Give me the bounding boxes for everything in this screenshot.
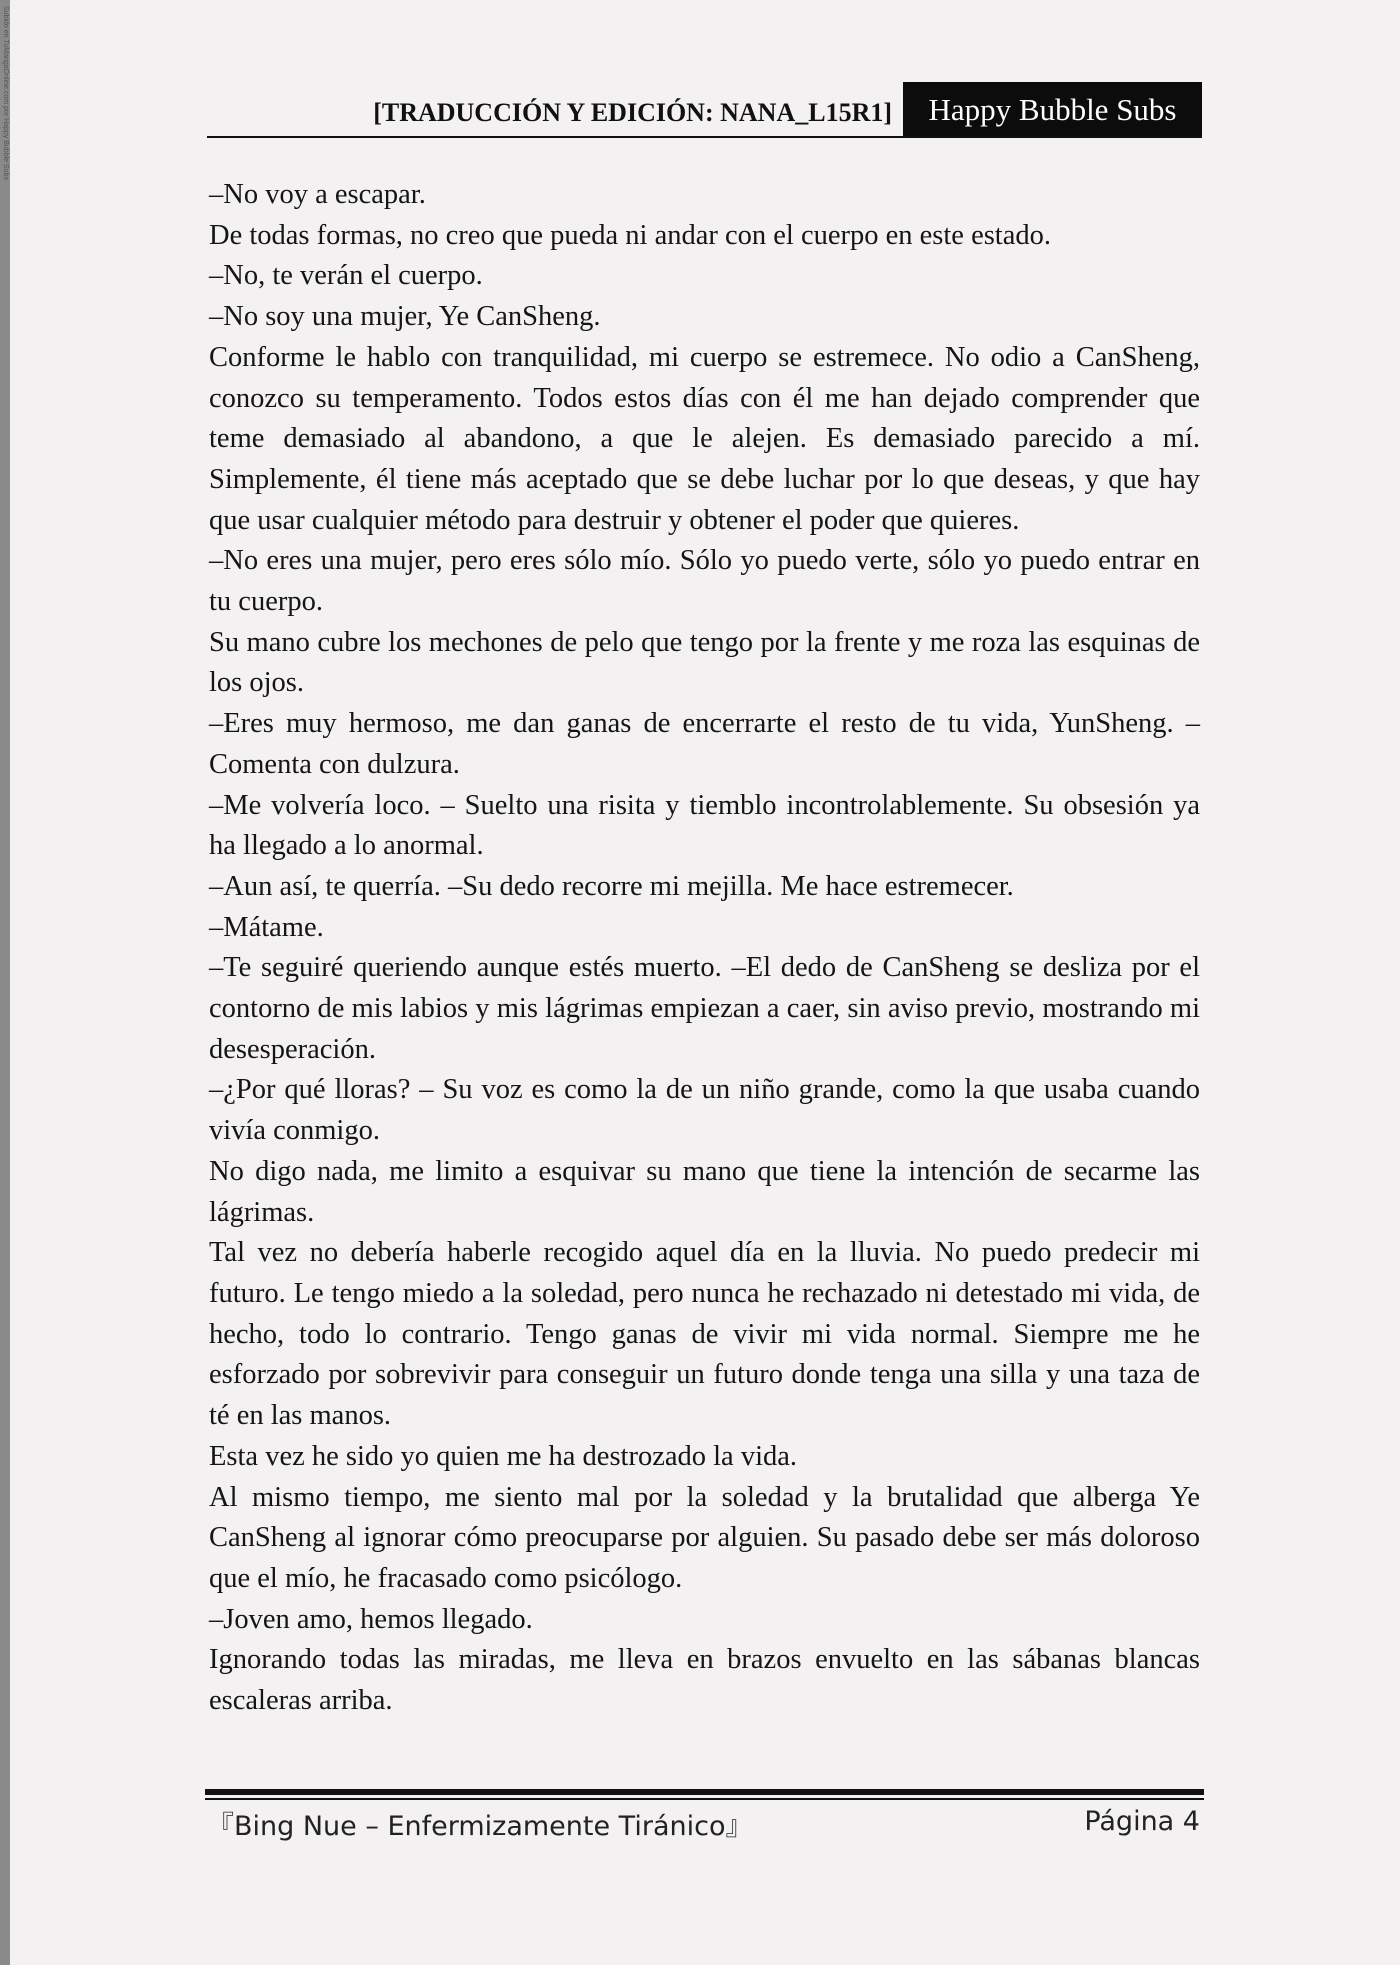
- paragraph: Tal vez no debería haberle recogido aquel día en la lluvia. No puedo predecir mi futuro. Le tengo miedo a la soledad, pero nunca he rechazado ni detestado mi vida, de hecho, todo lo contrario. Tengo ganas de vivir mi vida normal. Siempre me he esforzado por sobrevivir para conseguir un futuro donde tenga una silla y una taza de té en las manos.: [209, 1237, 1200, 1432]
- page-body: [209, 175, 1200, 1722]
- paragraph: No digo nada, me limito a esquivar su mano que tiene la intención de secarme las lágrimas.: [209, 1155, 1200, 1228]
- header-rule: [207, 136, 1202, 138]
- group-badge-label: Happy Bubble Subs: [928, 91, 1177, 127]
- upload-credit-text: Subido en TuMangaOnline.com por Happy Bubble Subs: [2, 6, 9, 180]
- paragraph: –Aun así, te querría. –Su dedo recorre mi mejilla. Me hace estremecer.: [209, 870, 1014, 902]
- paragraph: –Te seguiré queriendo aunque estés muerto. –El dedo de CanSheng se desliza por el contorno de mis labios y mis lágrimas empiezan a caer, sin aviso previo, mostrando mi desesperación.: [209, 952, 1200, 1065]
- paragraph: –No, te verán el cuerpo.: [209, 260, 483, 292]
- paragraph: Conforme le hablo con tranquilidad, mi cuerpo se estremece. No odio a CanSheng, conozco su temperamento. Todos estos días con él me han dejado comprender que teme demasiado al abandono, a que le alejen. Es demasiado parecido a mí. Simplemente, él tiene más aceptado que se debe luchar por lo que deseas, y que hay que usar cualquier método para destruir y obtener el poder que quieres.: [209, 341, 1200, 536]
- group-badge: [903, 82, 1202, 137]
- page-number: Página 4: [1084, 1806, 1200, 1837]
- paragraph: Ignorando todas las miradas, me lleva en brazos envuelto en las sábanas blancas escaleras arriba.: [209, 1644, 1200, 1717]
- translation-credit: [TRADUCCIÓN Y EDICIÓN: NANA_L15R1]: [373, 98, 892, 127]
- paragraph: –No voy a escapar.: [209, 179, 426, 210]
- paragraph: De todas formas, no creo que pueda ni andar con el cuerpo en este estado.: [209, 219, 1052, 251]
- paragraph: –Me volvería loco. – Suelto una risita y tiemblo incontrolablemente. Su obsesión ya ha llegado a lo anormal.: [209, 789, 1200, 862]
- paragraph: –Joven amo, hemos llegado.: [209, 1603, 533, 1635]
- page-header: [207, 82, 1202, 136]
- footer-rule-thin: [205, 1798, 1204, 1800]
- footer-rule-thick: [205, 1789, 1204, 1795]
- paragraph: –No soy una mujer, Ye CanSheng.: [209, 301, 601, 333]
- paragraph: –Mátame.: [209, 911, 324, 943]
- paragraph: –No eres una mujer, pero eres sólo mío. Sólo yo puedo verte, sólo yo puedo entrar en tu cuerpo.: [209, 545, 1200, 618]
- footer-book-title: 『Bing Nue – Enfermizamente Tiránico』: [207, 1811, 753, 1842]
- paragraph: Su mano cubre los mechones de pelo que tengo por la frente y me roza las esquinas de los ojos.: [209, 626, 1200, 699]
- paragraph: –¿Por qué lloras? – Su voz es como la de un niño grande, como la que usaba cuando vivía conmigo.: [209, 1074, 1200, 1147]
- paragraph: Esta vez he sido yo quien me ha destrozado la vida.: [209, 1440, 798, 1472]
- paragraph: Al mismo tiempo, me siento mal por la soledad y la brutalidad que alberga Ye CanSheng al ignorar cómo preocuparse por alguien. Su pasado debe ser más doloroso que el mío, he fracasado como psicólogo.: [209, 1481, 1200, 1594]
- left-margin-strip: [0, 0, 10, 1965]
- paragraph: –Eres muy hermoso, me dan ganas de encerrarte el resto de tu vida, YunSheng. –Comenta con dulzura.: [209, 708, 1200, 780]
